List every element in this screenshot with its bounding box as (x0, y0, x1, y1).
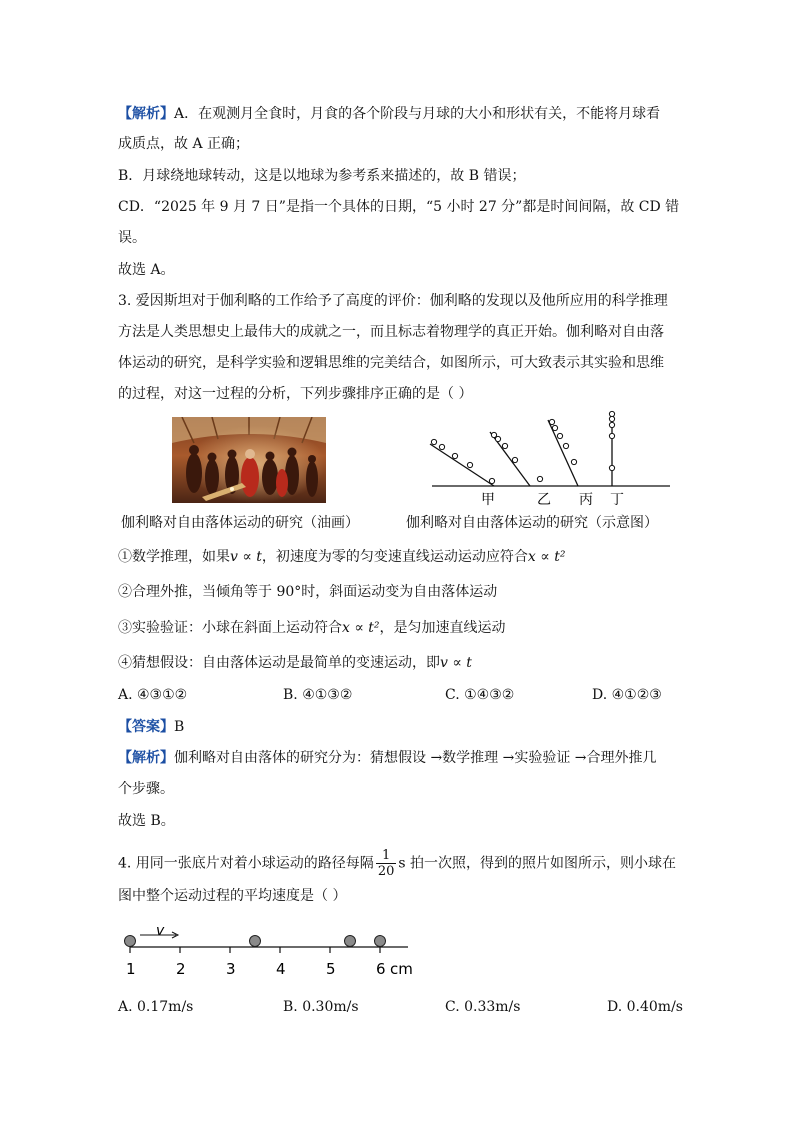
ruler-tick-label: 6 (376, 960, 386, 978)
q3-option-d[interactable]: D. ④①②③ (592, 687, 662, 703)
ball-position (375, 936, 386, 947)
q3-conclusion: 故选 B。 (118, 813, 175, 829)
q4-option-c[interactable]: C. 0.33m/s (445, 999, 521, 1015)
q3-answer: 【答案】B (118, 719, 185, 735)
q3-option-c[interactable]: C. ①④③② (445, 687, 515, 703)
q3-option-b[interactable]: B. ④①③② (283, 687, 353, 703)
fraction-one-twentieth: $\frac{1}{20}$ (377, 848, 395, 879)
ruler-tick-label: 2 (176, 960, 186, 978)
ball-position (345, 936, 356, 947)
velocity-label: v (156, 923, 165, 939)
q3-step3: ③实验验证：小球在斜面上运动符合x ∝ t²，是匀加速直线运动 (118, 620, 506, 636)
q2-conclusion: 故选 A。 (118, 262, 175, 278)
galileo-schematic-diagram (426, 408, 672, 508)
q2-analysis-line5: 误。 (118, 230, 146, 246)
ruler-tick-label: 4 (276, 960, 286, 978)
q2-analysis-line2: 成质点，故 A 正确； (118, 136, 250, 152)
caption-oil-painting: 伽利略对自由落体运动的研究（油画） (121, 515, 359, 531)
q3-stem-line3: 体运动的研究，是科学实验和逻辑思维的完美结合，如图所示，可大致表示其实验和思维 (118, 355, 664, 371)
q4-option-d[interactable]: D. 0.40m/s (607, 999, 683, 1015)
q3-stem-line4: 的过程，对这一过程的分析，下列步骤排序正确的是（ ） (118, 386, 473, 402)
ball-position (125, 936, 136, 947)
diagram-label-jia: 甲 (481, 492, 495, 508)
diagram-label-bing: 丙 (579, 492, 593, 508)
caption-schematic: 伽利略对自由落体运动的研究（示意图） (406, 515, 658, 531)
q3-step1: ①数学推理，如果v ∝ t，初速度为零的匀变速直线运动运动应符合x ∝ t² (118, 549, 566, 565)
q2-analysis-line1: 【解析】A．在观测月全食时，月食的各个阶段与月球的大小和形状有关，不能将月球看 (118, 106, 661, 122)
q3-stem-line2: 方法是人类思想史上最伟大的成就之一，而且标志着物理学的真正开始。伽利略对自由落 (118, 324, 664, 340)
q3-option-a[interactable]: A. ④③①② (118, 687, 188, 703)
ball-position (250, 936, 261, 947)
diagram-label-yi: 乙 (537, 492, 551, 508)
ruler-tick-label: 3 (226, 960, 236, 978)
galileo-oil-painting (172, 417, 326, 503)
q3-step4: ④猜想假设：自由落体运动是最简单的变速运动，即v ∝ t (118, 655, 472, 671)
q3-analysis-line2: 个步骤。 (118, 781, 174, 797)
ball-motion-ruler-diagram (118, 920, 418, 982)
q4-option-b[interactable]: B. 0.30m/s (283, 999, 359, 1015)
q3-stem-line1: 3. 爱因斯坦对于伽利略的工作给予了高度的评价：伽利略的发现以及他所应用的科学推理 (118, 293, 668, 309)
q3-step2: ②合理外推，当倾角等于 90°时，斜面运动变为自由落体运动 (118, 584, 498, 600)
ruler-tick-label: 5 (326, 960, 336, 978)
ruler-unit: cm (390, 960, 413, 978)
q4-stem-line1: 4. 用同一张底片对着小球运动的路径每隔 $\frac{1}{20}$ s 拍一次照，得到的照片如图所示，则小球在 (118, 848, 676, 879)
q2-analysis-line4: CD．“2025 年 9 月 7 日”是指一个具体的日期，“5 小时 27 分”都是时间间隔，故 CD 错 (118, 199, 680, 215)
q2-analysis-line3: B．月球绕地球转动，这是以地球为参考系来描述的，故 B 错误； (118, 168, 526, 184)
diagram-label-ding: 丁 (610, 492, 624, 508)
ruler-tick-label: 1 (126, 960, 136, 978)
q3-analysis-line1: 【解析】伽利略对自由落体的研究分为：猜想假设 →数学推理 →实验验证 →合理外推几 (118, 750, 657, 766)
q4-option-a[interactable]: A. 0.17m/s (118, 999, 194, 1015)
q4-stem-line2: 图中整个运动过程的平均速度是（ ） (118, 888, 347, 904)
